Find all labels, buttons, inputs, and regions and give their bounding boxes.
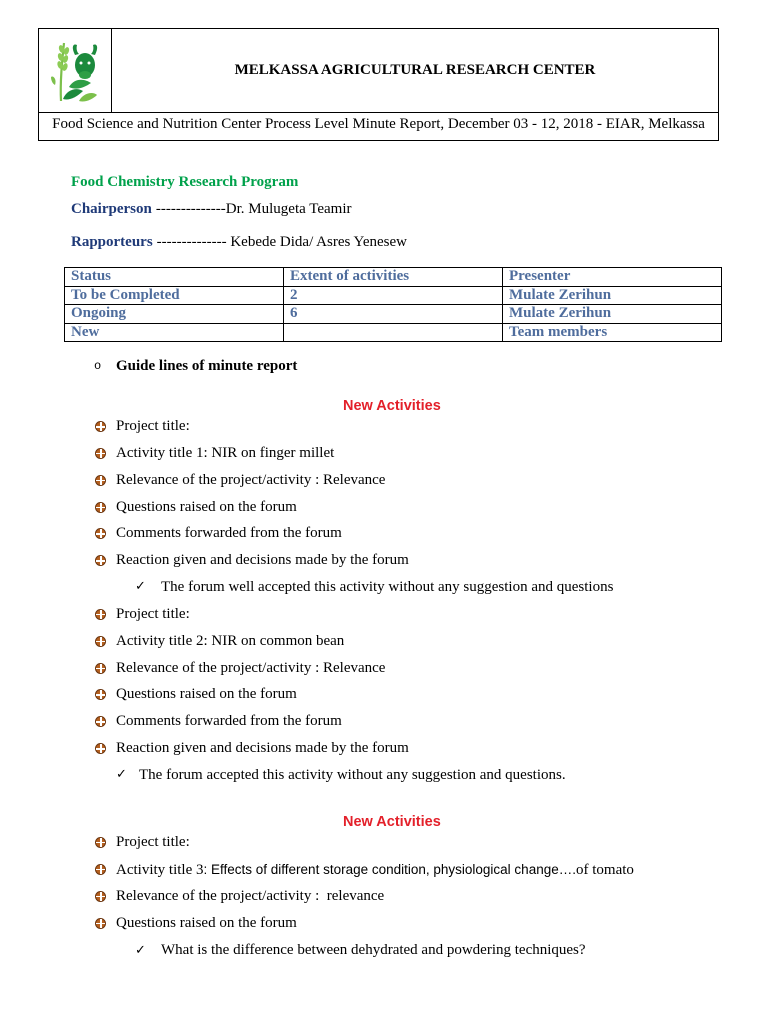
- list-item: [0, 910, 768, 937]
- flower-bullet-icon: [95, 448, 106, 459]
- list-item: [0, 601, 768, 628]
- table-header-row: [65, 268, 722, 287]
- list-item: [0, 655, 768, 682]
- table-cell: Mulate Zerihun: [503, 286, 722, 305]
- list-item: [0, 520, 768, 547]
- table-row: [65, 286, 722, 305]
- flower-bullet-icon: [95, 743, 106, 754]
- table-cell: Team members: [503, 323, 722, 342]
- list-item: [0, 708, 768, 735]
- list-item: [0, 735, 768, 762]
- program-title: Food Chemistry Research Program: [71, 174, 299, 190]
- item-text: Relevance of the project/activity : Relevance: [116, 471, 386, 488]
- flower-bullet-icon: [95, 716, 106, 727]
- chairperson-value: --------------Dr. Mulugeta Teamir: [155, 201, 352, 217]
- item-text: Questions raised on the forum: [116, 686, 297, 703]
- flower-bullet-icon: [95, 837, 106, 848]
- section-heading: New Activities: [343, 814, 441, 830]
- check-icon: ✓: [116, 766, 127, 782]
- flower-bullet-icon: [95, 864, 106, 875]
- report-subtitle: Food Science and Nutrition Center Process Level Minute Report, December 03 - 12, 2018 - EIAR, Melkassa: [52, 116, 705, 132]
- table-cell: 2: [284, 286, 503, 305]
- table-header-cell: Status: [65, 268, 284, 287]
- list-item: [0, 467, 768, 494]
- list-item: [0, 681, 768, 708]
- list-item: [0, 547, 768, 574]
- rapporteurs-value: -------------- Kebede Dida/ Asres Yenesew: [156, 234, 407, 250]
- item-text: Project title:: [116, 833, 190, 850]
- center-title: MELKASSA AGRICULTURAL RESEARCH CENTER: [234, 62, 596, 78]
- section-heading: New Activities: [343, 398, 441, 414]
- check-icon: ✓: [135, 579, 146, 595]
- table-row: [65, 323, 722, 342]
- table-cell: To be Completed: [65, 286, 284, 305]
- flower-bullet-icon: [95, 421, 106, 432]
- eiar-logo: [49, 37, 101, 105]
- flower-bullet-icon: [95, 636, 106, 647]
- flower-bullet-icon: [95, 689, 106, 700]
- table-row: [65, 305, 722, 324]
- table-cell: Ongoing: [65, 305, 284, 324]
- report-header: [38, 28, 719, 141]
- item-text: Relevance of the project/activity : Relevance: [116, 659, 386, 676]
- chairperson-label: Chairperson: [71, 201, 152, 217]
- item-text: Comments forwarded from the forum: [116, 713, 342, 730]
- item-text: Relevance of the project/activity : relevance: [116, 887, 385, 904]
- list-item: [0, 883, 768, 910]
- item-text: Activity title 3: [116, 861, 204, 878]
- list-item: [0, 413, 768, 440]
- table-header-cell: Presenter: [503, 268, 722, 287]
- list-item-check: [0, 574, 768, 601]
- list-item-check: [0, 762, 768, 789]
- guidelines-heading: [0, 356, 768, 376]
- list-item: [0, 856, 768, 883]
- table-cell: 6: [284, 305, 503, 324]
- item-text: Reaction given and decisions made by the forum: [116, 740, 409, 757]
- rapporteurs-label: Rapporteurs: [71, 234, 153, 250]
- item-text: Questions raised on the forum: [116, 498, 297, 515]
- table-cell: Mulate Zerihun: [503, 305, 722, 324]
- header-top-row: [39, 29, 718, 113]
- flower-bullet-icon: [95, 555, 106, 566]
- check-icon: ✓: [135, 942, 146, 958]
- item-text: Project title:: [116, 605, 190, 622]
- guidelines-text: Guide lines of minute report: [116, 358, 298, 374]
- circle-bullet-icon: o: [94, 359, 102, 373]
- item-text-sans: : Effects of different storage condition, physiological change….: [203, 861, 576, 877]
- item-text: Activity title 2: NIR on common bean: [116, 632, 345, 649]
- list-item-check: [0, 937, 768, 964]
- rapporteurs-line: [71, 232, 407, 252]
- item-text: The forum accepted this activity without any suggestion and questions.: [139, 766, 566, 783]
- status-table: [64, 267, 722, 342]
- flower-bullet-icon: [95, 918, 106, 929]
- table-cell: [284, 323, 503, 342]
- activity-list: [0, 829, 768, 964]
- flower-bullet-icon: [95, 663, 106, 674]
- item-text: Reaction given and decisions made by the forum: [116, 552, 409, 569]
- logo-cell: [39, 29, 112, 112]
- flower-bullet-icon: [95, 475, 106, 486]
- table-header-cell: Extent of activities: [284, 268, 503, 287]
- list-item: [0, 628, 768, 655]
- flower-bullet-icon: [95, 502, 106, 513]
- item-text: Comments forwarded from the forum: [116, 525, 342, 542]
- list-item: [0, 494, 768, 521]
- flower-bullet-icon: [95, 891, 106, 902]
- table-cell: New: [65, 323, 284, 342]
- list-item: [0, 440, 768, 467]
- item-text: Activity title 1: NIR on finger millet: [116, 444, 335, 461]
- item-text-tail: of tomato: [575, 861, 634, 878]
- chairperson-line: [71, 199, 352, 219]
- flower-bullet-icon: [95, 609, 106, 620]
- item-text: The forum well accepted this activity without any suggestion and questions: [161, 579, 614, 596]
- item-text: What is the difference between dehydrated and powdering techniques?: [161, 941, 586, 958]
- item-text: Questions raised on the forum: [116, 914, 297, 931]
- list-item: [0, 829, 768, 856]
- activity-list: [0, 413, 768, 789]
- flower-bullet-icon: [95, 528, 106, 539]
- item-text: Project title:: [116, 418, 190, 434]
